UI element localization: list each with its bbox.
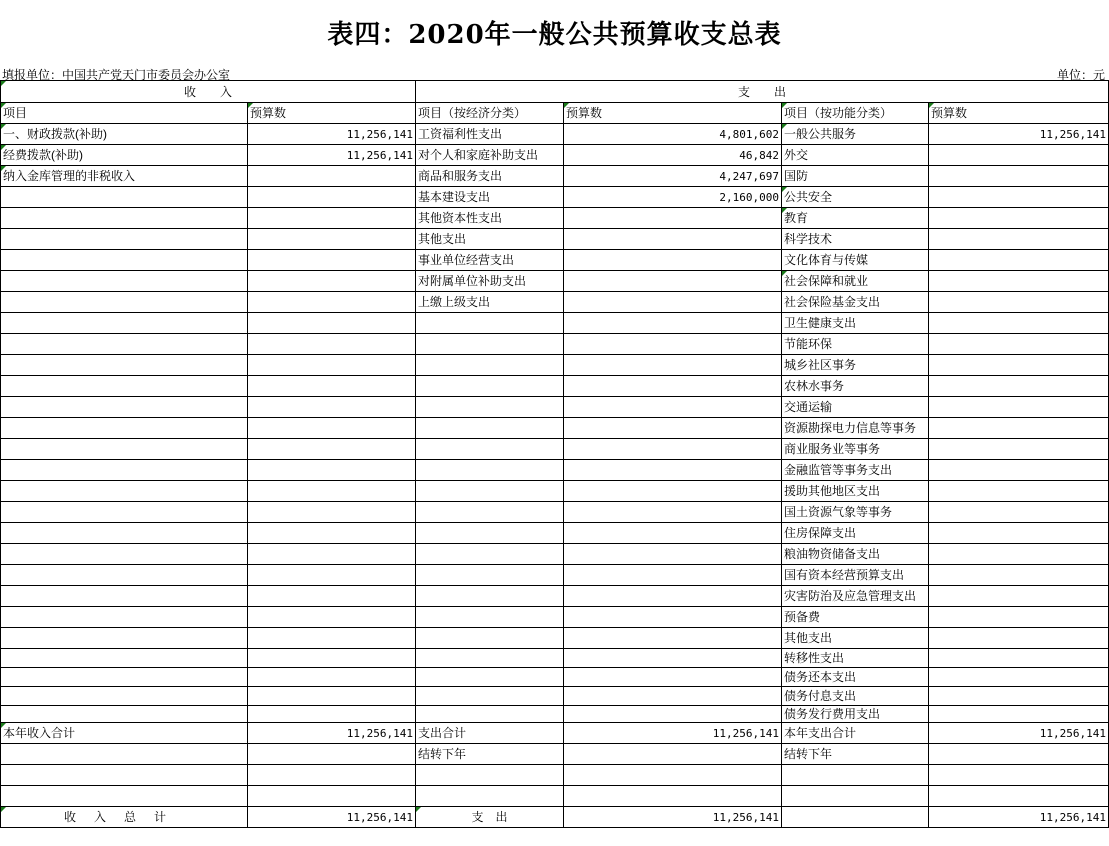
cell-functional-amount: [929, 397, 1109, 418]
subtotal-row: [1, 723, 1109, 744]
table-row: [1, 687, 1109, 706]
cell-income-amount: [248, 397, 416, 418]
cell-functional-amount: [929, 586, 1109, 607]
cell-economic-amount: [564, 502, 782, 523]
cell-economic-amount: [564, 334, 782, 355]
table-row: [1, 229, 1109, 250]
cell-income-item: [1, 481, 248, 502]
cell-functional-amount: [929, 706, 1109, 723]
cell-economic-item: [416, 397, 564, 418]
cell-functional-amount: [929, 313, 1109, 334]
cell-economic-item: [416, 786, 564, 807]
cell-economic-item: [416, 502, 564, 523]
cell-economic-amount: [564, 687, 782, 706]
cell-income-item: [1, 706, 248, 723]
table-row: [1, 565, 1109, 586]
cell-economic-amount: 11,256,141: [564, 807, 782, 828]
cell-functional-amount: [929, 292, 1109, 313]
cell-economic-amount: 11,256,141: [564, 723, 782, 744]
cell-economic-item: [416, 649, 564, 668]
header-economic-item: 项目（按经济分类）: [416, 103, 564, 124]
cell-economic-item: 上缴上级支出: [416, 292, 564, 313]
cell-functional-amount: [929, 687, 1109, 706]
cell-functional-item: [782, 786, 929, 807]
cell-economic-item: 工资福利性支出: [416, 124, 564, 145]
cell-economic-item: 基本建设支出: [416, 187, 564, 208]
cell-economic-item: [416, 565, 564, 586]
cell-economic-item: [416, 460, 564, 481]
cell-functional-amount: 11,256,141: [929, 723, 1109, 744]
cell-functional-item: 资源勘探电力信息等事务: [782, 418, 929, 439]
cell-economic-amount: [564, 481, 782, 502]
cell-functional-amount: [929, 250, 1109, 271]
table-row: [1, 649, 1109, 668]
cell-economic-amount: [564, 208, 782, 229]
table-row: [1, 439, 1109, 460]
cell-functional-amount: [929, 460, 1109, 481]
cell-economic-amount: [564, 355, 782, 376]
cell-income-item: [1, 523, 248, 544]
cell-functional-amount: [929, 481, 1109, 502]
cell-income-amount: [248, 334, 416, 355]
cell-functional-item: 债务付息支出: [782, 687, 929, 706]
income-section-header: 收 入: [1, 81, 416, 103]
cell-functional-item: 城乡社区事务: [782, 355, 929, 376]
cell-income-amount: [248, 460, 416, 481]
cell-economic-item: [416, 313, 564, 334]
cell-functional-item: 商业服务业等事务: [782, 439, 929, 460]
cell-functional-item: 文化体育与传媒: [782, 250, 929, 271]
cell-income-item: [1, 607, 248, 628]
cell-income-item: [1, 687, 248, 706]
cell-functional-amount: 11,256,141: [929, 124, 1109, 145]
cell-income-amount: [248, 271, 416, 292]
cell-economic-item: [416, 523, 564, 544]
cell-functional-item: 金融监管等事务支出: [782, 460, 929, 481]
cell-functional-item: 其他支出: [782, 628, 929, 649]
cell-economic-amount: 4,801,602: [564, 124, 782, 145]
cell-income-amount: [248, 706, 416, 723]
table-row: [1, 313, 1109, 334]
cell-income-amount: [248, 355, 416, 376]
cell-functional-item: 科学技术: [782, 229, 929, 250]
cell-functional-amount: [929, 271, 1109, 292]
cell-income-item: [1, 208, 248, 229]
cell-income-amount: [248, 313, 416, 334]
cell-economic-item: [416, 607, 564, 628]
reporting-unit: 填报单位：中国共产党天门市委员会办公室: [2, 68, 231, 82]
cell-income-item: [1, 565, 248, 586]
cell-income-item: [1, 439, 248, 460]
cell-economic-item: 事业单位经营支出: [416, 250, 564, 271]
cell-functional-item: 一般公共服务: [782, 124, 929, 145]
cell-economic-amount: [564, 786, 782, 807]
cell-economic-amount: [564, 649, 782, 668]
cell-functional-item: 国有资本经营预算支出: [782, 565, 929, 586]
table-row: [1, 124, 1109, 145]
cell-income-amount: [248, 502, 416, 523]
cell-functional-amount: [929, 786, 1109, 807]
cell-income-amount: [248, 649, 416, 668]
table-row: [1, 145, 1109, 166]
cell-economic-amount: 4,247,697: [564, 166, 782, 187]
cell-functional-item: 债务发行费用支出: [782, 706, 929, 723]
cell-functional-amount: [929, 187, 1109, 208]
cell-income-amount: [248, 544, 416, 565]
table-row: [1, 355, 1109, 376]
table-row: [1, 376, 1109, 397]
page-title: 表四：2020年一般公共预算收支总表: [327, 20, 782, 50]
cell-economic-item: [416, 334, 564, 355]
header-functional-item: 项目（按功能分类）: [782, 103, 929, 124]
cell-functional-item: 公共安全: [782, 187, 929, 208]
table-row: [1, 334, 1109, 355]
cell-income-amount: [248, 250, 416, 271]
cell-functional-item: 粮油物资储备支出: [782, 544, 929, 565]
cell-functional-amount: [929, 565, 1109, 586]
cell-economic-item: [416, 439, 564, 460]
cell-income-item: 收入总计: [1, 807, 248, 828]
table-row: [1, 397, 1109, 418]
cell-income-amount: [248, 668, 416, 687]
cell-income-item: [1, 229, 248, 250]
cell-economic-amount: [564, 313, 782, 334]
cell-income-amount: [248, 439, 416, 460]
table-row: [1, 481, 1109, 502]
table-row: [1, 418, 1109, 439]
cell-economic-item: [416, 355, 564, 376]
cell-income-item: [1, 376, 248, 397]
cell-income-item: [1, 628, 248, 649]
cell-functional-amount: [929, 502, 1109, 523]
cell-income-item: [1, 544, 248, 565]
header-income-amount: 预算数: [248, 103, 416, 124]
table-row: [1, 187, 1109, 208]
cell-income-item: [1, 744, 248, 765]
cell-income-item: [1, 271, 248, 292]
cell-functional-amount: [929, 668, 1109, 687]
cell-economic-amount: [564, 668, 782, 687]
table-row: [1, 502, 1109, 523]
cell-economic-item: 对个人和家庭补助支出: [416, 145, 564, 166]
cell-economic-amount: [564, 706, 782, 723]
section-header-row: [1, 81, 1109, 103]
cell-economic-item: [416, 687, 564, 706]
cell-economic-amount: [564, 744, 782, 765]
cell-economic-item: 结转下年: [416, 744, 564, 765]
cell-functional-amount: [929, 523, 1109, 544]
cell-functional-item: 援助其他地区支出: [782, 481, 929, 502]
cell-income-amount: [248, 166, 416, 187]
cell-economic-amount: [564, 376, 782, 397]
cell-economic-amount: 2,160,000: [564, 187, 782, 208]
cell-income-item: [1, 765, 248, 786]
cell-income-item: [1, 187, 248, 208]
cell-income-amount: [248, 687, 416, 706]
column-header-row: [1, 103, 1109, 124]
cell-income-item: [1, 292, 248, 313]
cell-income-amount: [248, 292, 416, 313]
cell-functional-amount: [929, 166, 1109, 187]
cell-income-amount: 11,256,141: [248, 723, 416, 744]
cell-functional-item: 灾害防治及应急管理支出: [782, 586, 929, 607]
cell-income-item: [1, 250, 248, 271]
cell-functional-item: 外交: [782, 145, 929, 166]
header-economic-amount: 预算数: [564, 103, 782, 124]
cell-income-amount: [248, 586, 416, 607]
table-row: [1, 208, 1109, 229]
cell-functional-item: 社会保障和就业: [782, 271, 929, 292]
cell-income-amount: [248, 229, 416, 250]
cell-functional-amount: [929, 544, 1109, 565]
table-row: [1, 292, 1109, 313]
table-row: [1, 544, 1109, 565]
cell-functional-item: 节能环保: [782, 334, 929, 355]
table-row: [1, 744, 1109, 765]
cell-economic-item: 支 出: [416, 807, 564, 828]
cell-economic-amount: [564, 460, 782, 481]
cell-functional-item: [782, 765, 929, 786]
cell-economic-item: [416, 668, 564, 687]
cell-income-item: [1, 397, 248, 418]
cell-functional-item: [782, 807, 929, 828]
cell-income-item: [1, 355, 248, 376]
cell-functional-item: 住房保障支出: [782, 523, 929, 544]
cell-functional-item: 预备费: [782, 607, 929, 628]
table-row: [1, 607, 1109, 628]
cell-functional-amount: [929, 355, 1109, 376]
cell-economic-amount: [564, 397, 782, 418]
cell-income-item: 一、财政拨款(补助): [1, 124, 248, 145]
cell-income-amount: [248, 418, 416, 439]
cell-economic-item: [416, 481, 564, 502]
cell-income-item: [1, 334, 248, 355]
cell-income-item: [1, 649, 248, 668]
cell-income-item: [1, 418, 248, 439]
cell-income-item: [1, 502, 248, 523]
cell-functional-amount: [929, 418, 1109, 439]
cell-economic-amount: [564, 250, 782, 271]
cell-income-item: 本年收入合计: [1, 723, 248, 744]
table-row: [1, 166, 1109, 187]
cell-functional-item: 结转下年: [782, 744, 929, 765]
cell-economic-amount: [564, 229, 782, 250]
cell-income-item: [1, 313, 248, 334]
cell-functional-amount: [929, 229, 1109, 250]
cell-economic-amount: [564, 418, 782, 439]
cell-economic-item: 商品和服务支出: [416, 166, 564, 187]
cell-income-item: [1, 668, 248, 687]
cell-income-amount: 11,256,141: [248, 124, 416, 145]
cell-income-amount: [248, 607, 416, 628]
cell-income-amount: [248, 376, 416, 397]
cell-income-amount: [248, 208, 416, 229]
cell-functional-item: 教育: [782, 208, 929, 229]
cell-functional-amount: [929, 334, 1109, 355]
cell-functional-item: 农林水事务: [782, 376, 929, 397]
cell-economic-item: [416, 628, 564, 649]
cell-economic-amount: [564, 271, 782, 292]
cell-functional-amount: [929, 376, 1109, 397]
cell-functional-item: 债务还本支出: [782, 668, 929, 687]
cell-income-amount: 11,256,141: [248, 145, 416, 166]
cell-economic-item: 其他资本性支出: [416, 208, 564, 229]
cell-income-amount: 11,256,141: [248, 807, 416, 828]
cell-economic-amount: [564, 544, 782, 565]
cell-economic-item: 其他支出: [416, 229, 564, 250]
cell-economic-item: [416, 586, 564, 607]
cell-economic-amount: [564, 765, 782, 786]
cell-income-amount: [248, 481, 416, 502]
expense-section-header: 支 出: [416, 81, 1109, 103]
cell-economic-amount: [564, 292, 782, 313]
cell-economic-amount: [564, 439, 782, 460]
cell-economic-amount: 46,842: [564, 145, 782, 166]
cell-income-amount: [248, 744, 416, 765]
cell-economic-item: 对附属单位补助支出: [416, 271, 564, 292]
table-row: [1, 250, 1109, 271]
cell-functional-item: 国防: [782, 166, 929, 187]
table-row: [1, 628, 1109, 649]
currency-unit: 单位：元: [1056, 68, 1105, 82]
cell-economic-amount: [564, 628, 782, 649]
header-functional-amount: 预算数: [929, 103, 1109, 124]
budget-table: [0, 80, 1109, 828]
cell-income-item: [1, 460, 248, 481]
table-row: [1, 586, 1109, 607]
cell-functional-amount: [929, 628, 1109, 649]
cell-income-amount: [248, 765, 416, 786]
cell-economic-item: [416, 765, 564, 786]
cell-income-amount: [248, 628, 416, 649]
cell-economic-amount: [564, 586, 782, 607]
cell-functional-item: 社会保险基金支出: [782, 292, 929, 313]
cell-functional-item: 本年支出合计: [782, 723, 929, 744]
cell-income-item: [1, 786, 248, 807]
cell-economic-amount: [564, 523, 782, 544]
table-row: [1, 460, 1109, 481]
cell-functional-amount: [929, 208, 1109, 229]
cell-income-item: 纳入金库管理的非税收入: [1, 166, 248, 187]
cell-income-amount: [248, 187, 416, 208]
cell-income-item: 经费拨款(补助): [1, 145, 248, 166]
table-row: [1, 668, 1109, 687]
cell-income-amount: [248, 786, 416, 807]
cell-economic-amount: [564, 565, 782, 586]
cell-functional-item: 转移性支出: [782, 649, 929, 668]
cell-functional-item: 卫生健康支出: [782, 313, 929, 334]
cell-functional-amount: [929, 607, 1109, 628]
table-row: [1, 523, 1109, 544]
table-row: [1, 706, 1109, 723]
cell-functional-amount: 11,256,141: [929, 807, 1109, 828]
cell-economic-amount: [564, 607, 782, 628]
header-income-item: 项目: [1, 103, 248, 124]
cell-economic-item: [416, 706, 564, 723]
cell-economic-item: [416, 376, 564, 397]
cell-functional-amount: [929, 765, 1109, 786]
grand-total-row: [1, 807, 1109, 828]
cell-functional-amount: [929, 649, 1109, 668]
cell-income-item: [1, 586, 248, 607]
cell-functional-amount: [929, 439, 1109, 460]
cell-income-amount: [248, 523, 416, 544]
cell-economic-item: 支出合计: [416, 723, 564, 744]
cell-functional-amount: [929, 744, 1109, 765]
cell-functional-amount: [929, 145, 1109, 166]
cell-economic-item: [416, 418, 564, 439]
cell-functional-item: 交通运输: [782, 397, 929, 418]
table-row: [1, 786, 1109, 807]
cell-income-amount: [248, 565, 416, 586]
table-row: [1, 765, 1109, 786]
cell-economic-item: [416, 544, 564, 565]
table-row: [1, 271, 1109, 292]
cell-functional-item: 国土资源气象等事务: [782, 502, 929, 523]
